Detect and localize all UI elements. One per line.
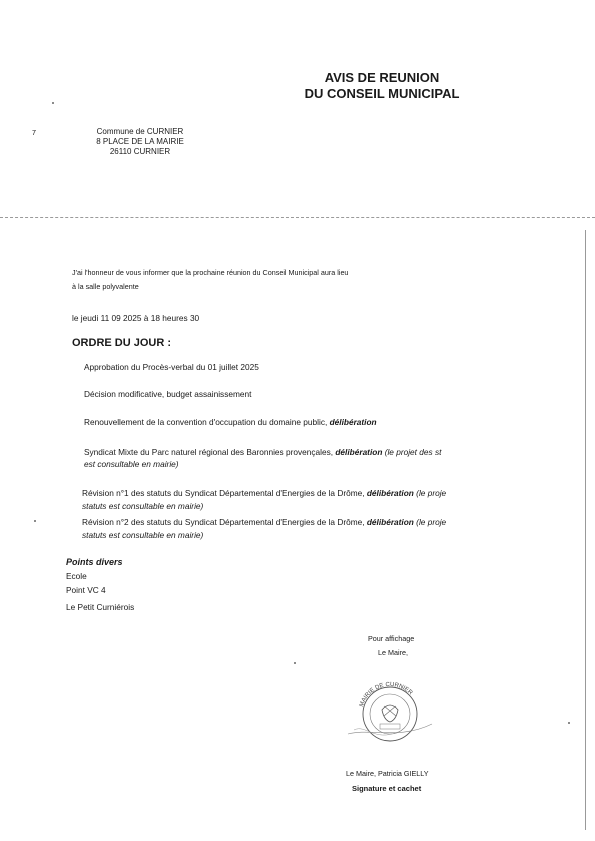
notice-subtitle: DU CONSEIL MUNICIPAL [304,86,460,101]
agenda-item-6-deliberation: délibération [366,517,414,527]
meeting-date: le jeudi 11 09 2025 à 18 heures 30 [72,313,200,323]
agenda-item-6-note-cont: statuts est consultable en mairie) [82,530,204,540]
agenda-item-5-text: Révision n°1 des statuts du Syndicat Départemental d'Energies de la Drôme, [82,488,367,498]
agenda-item-4 [84,447,441,457]
affichage-line-2: Le Maire, [378,648,408,657]
agenda-item-5-note: (le proje [413,488,447,498]
agenda-item-4-note-cont: est consultable en mairie) [84,459,179,469]
scan-speck [52,102,54,104]
scan-speck [34,520,36,522]
agenda-item-4-note: (le projet des st [382,447,442,457]
scan-speck [294,662,296,664]
agenda-item-3-deliberation: délibération [329,417,377,427]
mayor-name: Le Maire, Patricia GIELLY [346,769,429,778]
agenda-item-4-text: Syndicat Mixte du Parc naturel régional des Baronnies provençales, [84,447,336,457]
agenda-item-3-text: Renouvellement de la convention d'occupation du domaine public, [84,417,330,427]
agenda-item-4-deliberation: délibération [335,447,383,457]
address-line-3: 26110 CURNIER [109,147,171,156]
scan-speck [568,722,570,724]
svg-text:MAIRIE DE CURNIER: MAIRIE DE CURNIER [358,681,414,708]
scan-divider [0,217,595,218]
agenda-item-5-deliberation: délibération [366,488,414,498]
signature-caption: Signature et cachet [352,784,422,793]
seal-stamp-icon [340,680,440,748]
agenda-item-6-note: (le proje [413,517,447,527]
points-divers-item: Point VC 4 [66,585,106,595]
address-line-2: 8 PLACE DE LA MAIRIE [96,137,184,146]
agenda-heading: ORDRE DU JOUR : [72,337,172,349]
notice-title: AVIS DE REUNION [324,70,440,85]
agenda-item-5-note-cont: statuts est consultable en mairie) [82,501,204,511]
agenda-item-2: Décision modificative, budget assainissement [84,389,252,399]
points-divers-item: Le Petit Curniérois [66,602,135,612]
agenda-item-6-text: Révision n°2 des statuts du Syndicat Départemental d'Energies de la Drôme, [82,517,367,527]
address-line-1: Commune de CURNIER [96,127,184,136]
scan-edge-line [585,230,586,830]
affichage-line-1: Pour affichage [368,634,415,643]
official-seal [340,680,440,748]
page-mark: 7 [32,128,36,137]
agenda-item-1: Approbation du Procès-verbal du 01 juillet 2025 [84,362,259,372]
points-divers-heading: Points divers [66,557,123,567]
agenda-item-3 [84,417,377,427]
points-divers-item: Ecole [66,571,87,581]
intro-line-2: à la salle polyvalente [72,282,139,291]
intro-line-1: J'ai l'honneur de vous informer que la prochaine réunion du Conseil Municipal aura lieu [72,268,349,277]
agenda-item-5 [82,488,446,498]
agenda-item-6 [82,517,446,527]
